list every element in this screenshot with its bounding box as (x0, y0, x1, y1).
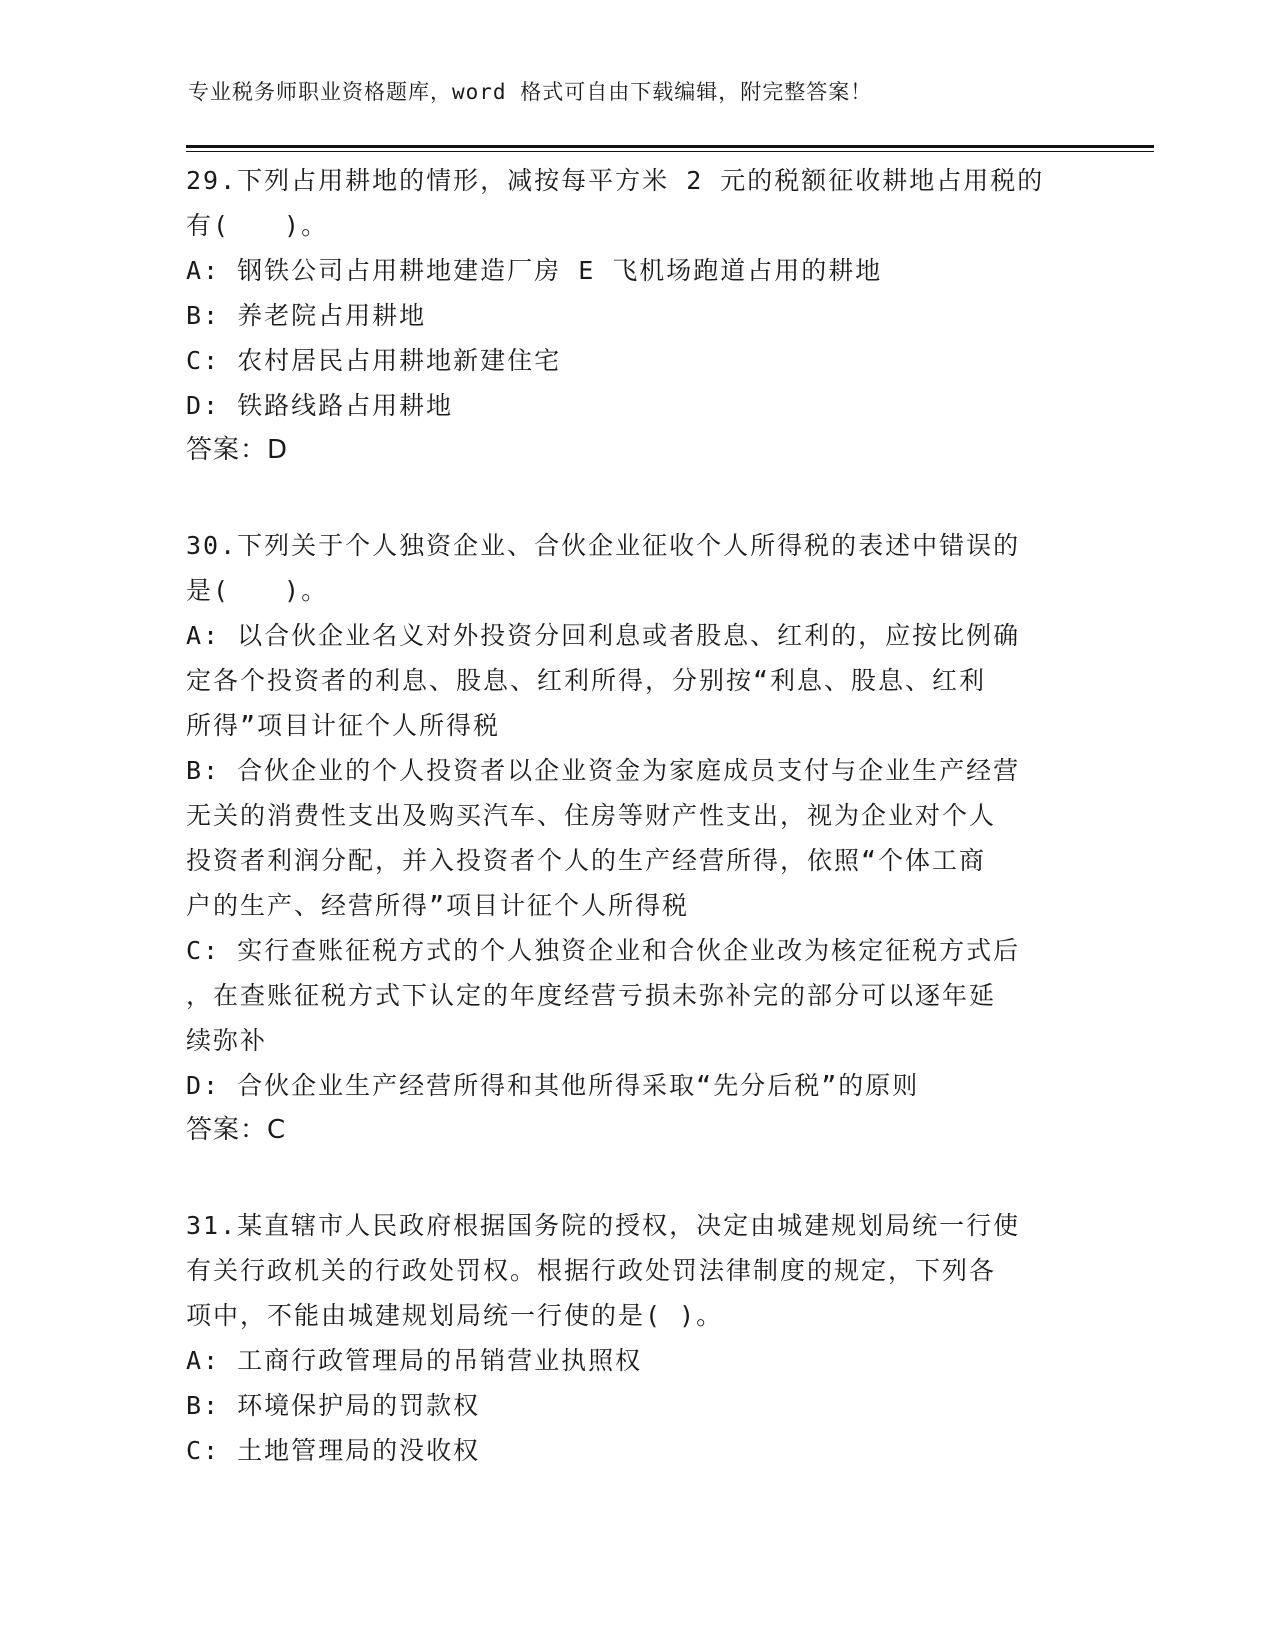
question-29-option-b: B: 养老院占用耕地 (186, 301, 427, 330)
spacer (186, 1153, 1106, 1203)
question-30-option-c-line-2: ，在查账征税方式下认定的年度经营亏损未弥补完的部分可以逐年延 (186, 981, 997, 1010)
question-29-option-c: C: 农村居民占用耕地新建住宅 (186, 346, 562, 375)
question-30-stem-line-1: 30.下列关于个人独资企业、合伙企业征收个人所得税的表述中错误的 (186, 531, 1021, 560)
question-30-option-b-line-1: B: 合伙企业的个人投资者以企业资金为家庭成员支付与企业生产经营 (186, 756, 1021, 785)
header-rule-thin (186, 151, 1154, 152)
question-30 (186, 523, 1106, 1108)
question-31-stem-line-3: 项中，不能由城建规划局统一行使的是( )。 (186, 1301, 724, 1330)
question-30-option-c-line-1: C: 实行查账征税方式的个人独资企业和合伙企业改为核定征税方式后 (186, 936, 1021, 965)
question-29-option-d: D: 铁路线路占用耕地 (186, 391, 454, 420)
question-30-answer: 答案：C (186, 1115, 287, 1145)
question-30-option-a-line-3: 所得”项目计征个人所得税 (186, 711, 501, 740)
header-rule-thick (186, 145, 1154, 148)
page-header: 专业税务师职业资格题库，word 格式可自由下载编辑，附完整答案！ (188, 80, 873, 104)
question-30-option-c-line-3: 续弥补 (186, 1026, 268, 1055)
question-31-stem-line-2: 有关行政机关的行政处罚权。根据行政处罚法律制度的规定，下列各 (186, 1256, 997, 1285)
question-29-stem-line-2: 有( )。 (186, 211, 329, 240)
question-30-option-a-line-1: A: 以合伙企业名义对外投资分回利息或者股息、红利的，应按比例确 (186, 621, 1021, 650)
question-29-option-a: A: 钢铁公司占用耕地建造厂房 E 飞机场跑道占用的耕地 (186, 256, 883, 285)
question-29-stem-line-1: 29.下列占用耕地的情形，减按每平方米 2 元的税额征收耕地占用税的 (186, 166, 1045, 195)
question-30-option-b-line-2: 无关的消费性支出及购买汽车、住房等财产性支出，视为企业对个人 (186, 801, 997, 830)
question-31-option-a: A: 工商行政管理局的吊销营业执照权 (186, 1346, 643, 1375)
spacer (186, 473, 1106, 523)
question-29-answer: 答案：D (186, 435, 289, 465)
question-30-option-d: D: 合伙企业生产经营所得和其他所得采取“先分后税”的原则 (186, 1071, 920, 1100)
question-31 (186, 1203, 1106, 1473)
question-31-option-b: B: 环境保护局的罚款权 (186, 1391, 481, 1420)
question-30-option-b-line-4: 户的生产、经营所得”项目计征个人所得税 (186, 891, 690, 920)
question-31-stem-line-1: 31.某直辖市人民政府根据国务院的授权，决定由城建规划局统一行使 (186, 1211, 1021, 1240)
question-list (186, 158, 1106, 1473)
question-30-option-b-line-3: 投资者利润分配，并入投资者个人的生产经营所得，依照“个体工商 (186, 846, 987, 875)
question-29 (186, 158, 1106, 428)
question-31-option-c: C: 土地管理局的没收权 (186, 1436, 481, 1465)
question-30-stem-line-2: 是( )。 (186, 576, 329, 605)
question-30-option-a-line-2: 定各个投资者的利息、股息、红利所得，分别按“利息、股息、红利 (186, 666, 987, 695)
